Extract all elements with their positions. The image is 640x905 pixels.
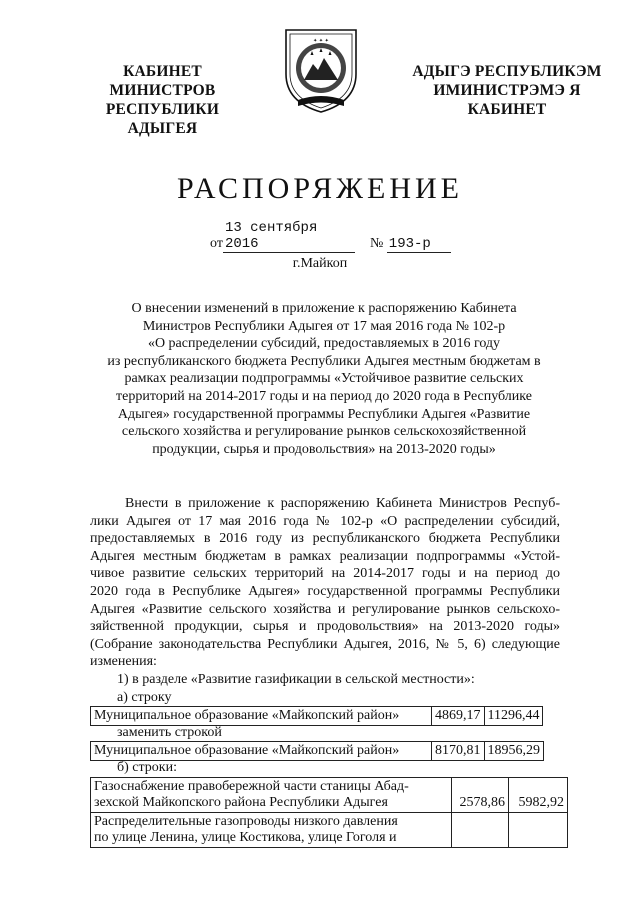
subject-line: О внесении изменений в приложение к распоряжению Кабинета [131,301,517,316]
row-value-2: 11296,44 [484,707,543,726]
body-text [90,495,560,706]
number-sign: № [369,236,384,251]
row-value-1 [452,813,509,848]
subject-line: из республиканского бюджета Республики Адыгея местным бюджетам в [107,353,541,369]
coat-of-arms-emblem [280,22,362,114]
row-value-1: 2578,86 [452,778,509,813]
row-name-line: Газоснабжение правобережной части станицы Абад- [94,779,409,794]
subject-line: Адыгея» государственной программы Республики Адыгея «Развитие [117,406,531,422]
subject-block [90,300,558,458]
body-line: (Собрание законодательства Республики Адыгея, 2016, № 5, 6) следующие [90,636,560,652]
row-name [91,813,452,848]
body-line: чивое развитие сельских территорий на 2014-2017 годы и на период до [90,566,560,582]
row-value-2 [509,813,568,848]
list-item-1: 1) в разделе «Развитие газификации в сельской местности»: [117,671,475,687]
row-name-line: зехской Майкопского района Республики Адыгея [94,795,388,810]
row-value-2: 5982,92 [509,778,568,813]
body-line: лики Адыгея от 17 мая 2016 года № 102-р «О распределении субсидий, [90,513,560,529]
header-left [70,62,255,138]
header-right-line: ИМИНИСТРЭМЭ Я КАБИНЕТ [433,82,581,118]
document-number: 193-р [387,236,451,253]
row-value-2: 18956,29 [484,742,544,761]
subject-line: территорий на 2014-2017 годы и на период до 2020 года в Республике [116,388,532,404]
table-row-1 [90,706,543,726]
city: г.Майкоп [292,256,348,271]
body-line: Адыгея «Развитие сельского хозяйства и регулирование рынков сельскохо- [90,601,560,617]
row-name [91,778,452,813]
row-name-line: Распределительные газопроводы низкого давления [94,814,398,829]
row-name: Муниципальное образование «Майкопский район» [91,707,432,726]
svg-text:✦ ✦ ✦: ✦ ✦ ✦ [313,38,329,44]
body-line: предоставляемых в 2016 году из республиканского бюджета Республики [90,531,560,547]
table-row [91,813,568,848]
subject-line: Министров Республики Адыгея от 17 мая 2016 года № 102-р [142,318,506,334]
row-value-1: 8170,81 [432,742,485,761]
body-line: изменения: [90,654,157,670]
replace-label: заменить строкой [117,725,222,740]
header-left-line: КАБИНЕТ МИНИСТРОВ [109,63,216,99]
header-right [392,62,622,119]
date-line [210,220,451,253]
date-prefix: от [210,236,223,251]
subject-line: сельского хозяйства и регулирование рынков сельскохозяйственной [121,424,527,440]
table-row-2 [90,741,544,761]
body-line: зяйственной продукции, сырья и продовольствия» на 2013-2020 годы» [90,619,560,635]
row-value-1: 4869,17 [432,707,485,726]
body-line: Внести в приложение к распоряжению Кабинета Министров Респуб- [125,496,560,511]
body-line: 2020 года в Республике Адыгея» государственной программы Республики [90,583,560,599]
document-title: РАСПОРЯЖЕНИЕ [176,172,464,205]
body-line: Адыгея местным бюджетам в рамках реализации подпрограммы «Устой- [90,548,560,564]
row-name: Муниципальное образование «Майкопский район» [91,742,432,761]
row-name-line: по улице Ленина, улице Костикова, улице Гоголя и [94,830,397,845]
subject-line: «О распределении субсидий, предоставляемых в 2016 году [147,336,501,352]
subject-line: продукции, сырья и продовольствия» на 2013-2020 годы» [152,441,496,457]
header-left-line: РЕСПУБЛИКИ АДЫГЕЯ [105,101,220,137]
header-right-line: АДЫГЭ РЕСПУБЛИКЭМ [412,63,602,80]
list-item-b: б) строки: [117,760,177,775]
table-rows-3-4 [90,777,568,848]
table-row [91,778,568,813]
list-item-a: а) строку [117,689,172,705]
document-date: 13 сентября 2016 [223,220,355,253]
subject-line: рамках реализации подпрограммы «Устойчивое развитие сельских [124,371,524,387]
